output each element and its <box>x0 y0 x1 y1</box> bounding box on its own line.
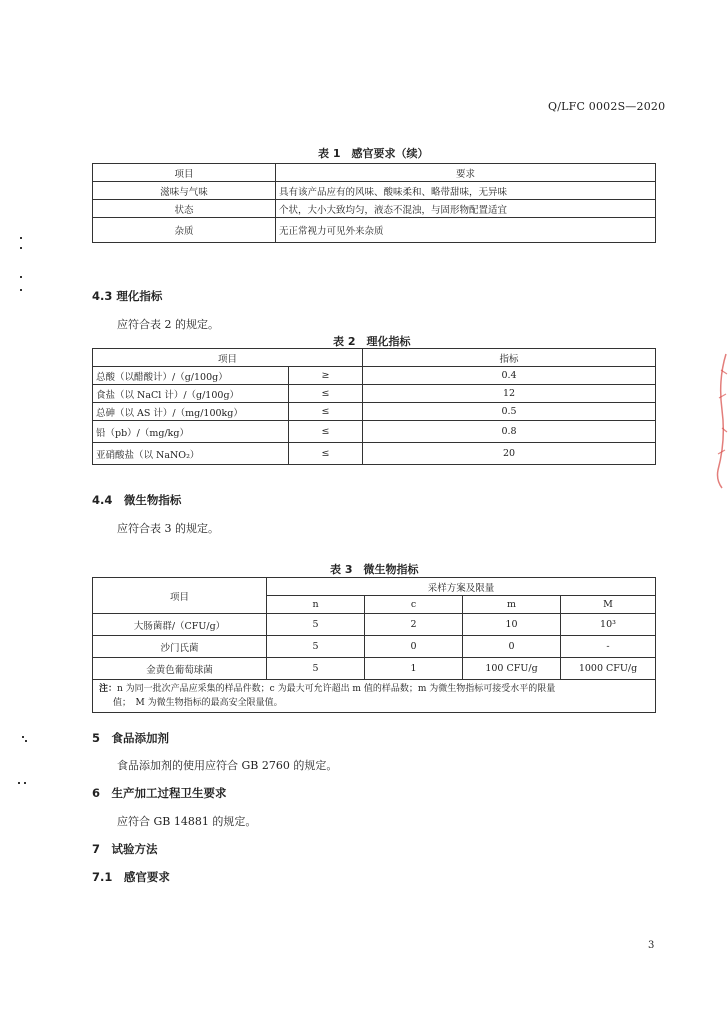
table2-cell: 铅（pb）/（mg/kg） <box>93 421 289 443</box>
section-5-heading: 5 食品添加剂 <box>92 731 170 745</box>
table3-cell: 1 <box>365 658 463 680</box>
section-7-heading: 7 试验方法 <box>92 842 158 856</box>
table3-subheader-M: M <box>561 596 656 614</box>
table2-operator: ≤ <box>289 403 363 421</box>
table1-cell: 滋味与气味 <box>93 182 276 200</box>
scan-mark <box>20 289 22 291</box>
table3-cell: 2 <box>365 614 463 636</box>
table3-cell: 10³ <box>561 614 656 636</box>
page-number: 3 <box>648 940 655 951</box>
table1-header-item: 项目 <box>93 164 276 182</box>
table3-subheader-n: n <box>267 596 365 614</box>
section-4-4-text: 应符合表 3 的规定。 <box>117 522 219 535</box>
table3-note-line1: n 为同一批次产品应采集的样品件数；c 为最大可允许超出 m 值的样品数；m 为微生物指标可接受水平的限量 <box>117 684 556 694</box>
table1-cell: 无正常视力可见外来杂质 <box>276 218 656 243</box>
table1-cell: 个状，大小大致均匀，液态不混浊，与固形物配置适宜 <box>276 200 656 218</box>
table2-operator: ≥ <box>289 367 363 385</box>
section-4-3-heading: 4.3 理化指标 <box>92 289 163 303</box>
table3-subheader-c: c <box>365 596 463 614</box>
seal-stamp-fragment <box>712 350 728 490</box>
table2 <box>92 348 656 465</box>
table2-header-index: 指标 <box>363 349 656 367</box>
section-4-4-heading: 4.4 微生物指标 <box>92 493 182 507</box>
table3-header-item: 项目 <box>93 578 267 614</box>
table3-cell: 100 CFU/g <box>463 658 561 680</box>
table3-note-label: 注： <box>99 684 118 694</box>
table2-cell: 食盐（以 NaCl 计）/（g/100g） <box>93 385 289 403</box>
scan-mark <box>20 276 22 278</box>
scan-mark <box>22 736 24 738</box>
table3-cell: 5 <box>267 614 365 636</box>
section-4-3-text: 应符合表 2 的规定。 <box>117 318 219 331</box>
table2-cell: 亚硝酸盐（以 NaNO₂） <box>93 443 289 465</box>
section-7-1-heading: 7.1 感官要求 <box>92 870 170 884</box>
table3-cell: 沙门氏菌 <box>93 636 267 658</box>
scan-mark <box>24 782 26 784</box>
table1 <box>92 163 656 243</box>
table2-value: 12 <box>363 385 656 403</box>
table2-operator: ≤ <box>289 443 363 465</box>
scan-mark <box>20 237 22 239</box>
table3-cell: 1000 CFU/g <box>561 658 656 680</box>
table3-subheader-m: m <box>463 596 561 614</box>
table3-cell: 0 <box>365 636 463 658</box>
section-5-text: 食品添加剂的使用应符合 GB 2760 的规定。 <box>117 759 338 772</box>
scan-mark <box>20 247 22 249</box>
table2-value: 0.8 <box>363 421 656 443</box>
table3-cell: - <box>561 636 656 658</box>
table2-cell: 总砷（以 AS 计）/（mg/100kg） <box>93 403 289 421</box>
table3-cell: 大肠菌群/（CFU/g） <box>93 614 267 636</box>
scan-mark <box>25 740 27 742</box>
table2-caption: 表 2 理化指标 <box>333 335 411 348</box>
table1-cell: 具有该产品应有的风味、酸味柔和、略带甜味，无异味 <box>276 182 656 200</box>
table3-note-line2: 值； M 为微生物指标的最高安全限量值。 <box>113 698 283 708</box>
document-id: Q/LFC 0002S—2020 <box>548 100 666 113</box>
table3-header-group: 采样方案及限量 <box>267 578 656 596</box>
table3 <box>92 577 656 713</box>
table3-cell: 5 <box>267 636 365 658</box>
table2-value: 20 <box>363 443 656 465</box>
section-6-text: 应符合 GB 14881 的规定。 <box>117 815 257 828</box>
section-6-heading: 6 生产加工过程卫生要求 <box>92 786 227 800</box>
table2-cell: 总酸（以醋酸计）/（g/100g） <box>93 367 289 385</box>
table1-cell: 状态 <box>93 200 276 218</box>
table3-cell: 10 <box>463 614 561 636</box>
table1-caption: 表 1 感官要求（续） <box>318 147 429 160</box>
scan-mark <box>18 782 20 784</box>
table1-cell: 杂质 <box>93 218 276 243</box>
table2-header-item: 项目 <box>93 349 363 367</box>
table2-value: 0.4 <box>363 367 656 385</box>
table2-operator: ≤ <box>289 385 363 403</box>
table2-operator: ≤ <box>289 421 363 443</box>
table2-value: 0.5 <box>363 403 656 421</box>
table3-cell: 5 <box>267 658 365 680</box>
table3-cell: 0 <box>463 636 561 658</box>
table1-header-requirement: 要求 <box>276 164 656 182</box>
table3-caption: 表 3 微生物指标 <box>330 563 419 576</box>
table3-cell: 金黄色葡萄球菌 <box>93 658 267 680</box>
table3-note <box>93 680 656 713</box>
